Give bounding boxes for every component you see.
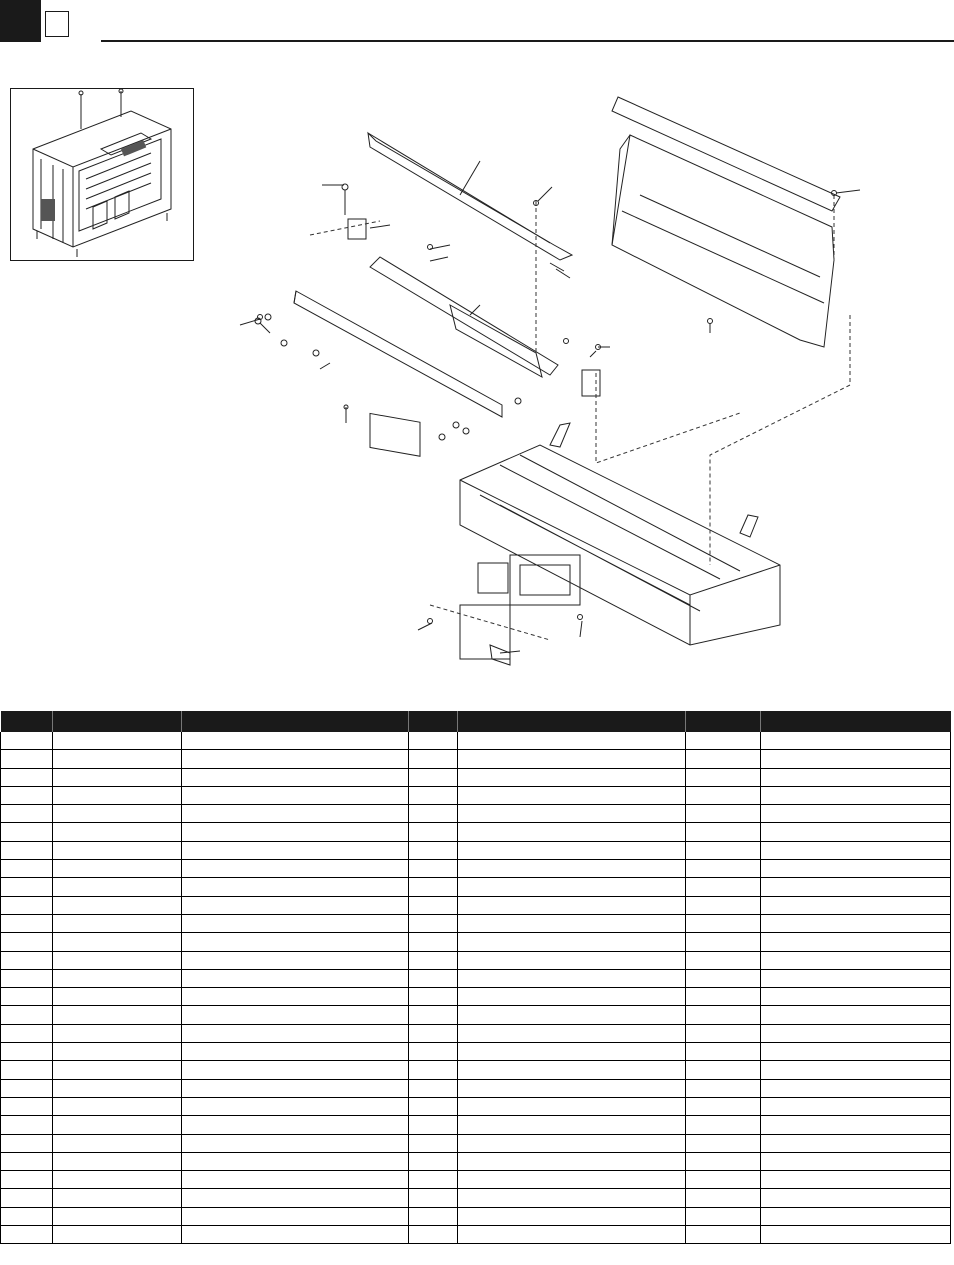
parts-list-table — [0, 711, 951, 1244]
table-cell — [686, 878, 761, 896]
table-cell — [458, 896, 686, 914]
table-cell — [761, 860, 951, 878]
table-cell — [686, 896, 761, 914]
table-cell — [409, 860, 458, 878]
table-cell — [1, 878, 53, 896]
table-cell — [409, 1189, 458, 1207]
column-header — [409, 711, 458, 732]
table-cell — [458, 841, 686, 859]
table-cell — [182, 768, 409, 786]
table-row — [1, 951, 951, 969]
table-row — [1, 1079, 951, 1097]
table-cell — [182, 1152, 409, 1170]
table-cell — [182, 1171, 409, 1189]
table-cell — [182, 1079, 409, 1097]
table-cell — [761, 1043, 951, 1061]
table-cell — [409, 1079, 458, 1097]
table-row — [1, 732, 951, 750]
connector-plate — [370, 413, 420, 456]
table-cell — [409, 896, 458, 914]
table-cell — [53, 1171, 182, 1189]
table-cell — [761, 951, 951, 969]
table-cell — [182, 1061, 409, 1079]
table-cell — [458, 914, 686, 932]
table-cell — [53, 823, 182, 841]
guide-plate — [450, 305, 542, 377]
table-cell — [458, 1097, 686, 1115]
table-cell — [182, 841, 409, 859]
table-row — [1, 1226, 951, 1244]
table-cell — [182, 750, 409, 768]
table-cell — [686, 860, 761, 878]
table-cell — [458, 1006, 686, 1024]
table-cell — [1, 1226, 53, 1244]
table-cell — [409, 988, 458, 1006]
table-cell — [1, 988, 53, 1006]
right-side-panel — [612, 135, 834, 347]
table-cell — [458, 1043, 686, 1061]
table-cell — [53, 988, 182, 1006]
table-row — [1, 969, 951, 987]
column-header — [182, 711, 409, 732]
header-rule — [101, 40, 954, 42]
table-cell — [1, 768, 53, 786]
table-row — [1, 750, 951, 768]
column-header — [458, 711, 686, 732]
table-cell — [182, 786, 409, 804]
table-cell — [686, 805, 761, 823]
table-cell — [1, 951, 53, 969]
table-cell — [409, 914, 458, 932]
table-cell — [1, 1061, 53, 1079]
table-cell — [458, 1116, 686, 1134]
table-cell — [1, 823, 53, 841]
table-cell — [53, 1079, 182, 1097]
table-cell — [1, 914, 53, 932]
table-cell — [53, 933, 182, 951]
table-cell — [53, 768, 182, 786]
table-cell — [409, 969, 458, 987]
table-row — [1, 1207, 951, 1225]
table-row — [1, 1024, 951, 1042]
table-cell — [409, 1116, 458, 1134]
table-cell — [458, 732, 686, 750]
table-cell — [1, 805, 53, 823]
table-cell — [686, 1006, 761, 1024]
table-cell — [409, 1024, 458, 1042]
block-right — [582, 370, 600, 396]
table-row — [1, 841, 951, 859]
table-cell — [686, 732, 761, 750]
table-cell — [761, 1024, 951, 1042]
table-cell — [409, 1171, 458, 1189]
parts-table-body — [1, 732, 951, 1244]
table-cell — [458, 951, 686, 969]
table-cell — [182, 860, 409, 878]
table-cell — [686, 914, 761, 932]
table-cell — [53, 1134, 182, 1152]
table-cell — [53, 732, 182, 750]
table-cell — [182, 732, 409, 750]
table-cell — [53, 860, 182, 878]
table-row — [1, 1152, 951, 1170]
table-row — [1, 823, 951, 841]
table-cell — [761, 1006, 951, 1024]
table-cell — [182, 1006, 409, 1024]
table-cell — [182, 878, 409, 896]
table-cell — [182, 1226, 409, 1244]
table-cell — [686, 1152, 761, 1170]
table-cell — [53, 1006, 182, 1024]
table-cell — [182, 1207, 409, 1225]
table-cell — [761, 823, 951, 841]
table-cell — [686, 988, 761, 1006]
table-cell — [458, 1207, 686, 1225]
table-cell — [761, 1189, 951, 1207]
table-cell — [53, 1207, 182, 1225]
table-cell — [761, 1116, 951, 1134]
table-cell — [409, 1152, 458, 1170]
table-cell — [409, 878, 458, 896]
table-cell — [458, 933, 686, 951]
table-row — [1, 1134, 951, 1152]
table-cell — [53, 1116, 182, 1134]
table-cell — [409, 841, 458, 859]
table-cell — [1, 1024, 53, 1042]
table-row — [1, 805, 951, 823]
table-cell — [458, 1061, 686, 1079]
table-cell — [1, 1152, 53, 1170]
bracket-plate — [460, 605, 510, 659]
table-cell — [1, 1171, 53, 1189]
table-cell — [761, 988, 951, 1006]
table-cell — [686, 1024, 761, 1042]
table-cell — [761, 805, 951, 823]
table-cell — [53, 878, 182, 896]
table-cell — [409, 1061, 458, 1079]
table-cell — [53, 1189, 182, 1207]
table-cell — [1, 732, 53, 750]
table-cell — [182, 988, 409, 1006]
table-cell — [761, 1171, 951, 1189]
table-cell — [761, 896, 951, 914]
table-cell — [409, 750, 458, 768]
table-cell — [761, 1152, 951, 1170]
table-cell — [1, 860, 53, 878]
table-cell — [686, 768, 761, 786]
table-cell — [686, 1079, 761, 1097]
table-row — [1, 768, 951, 786]
table-cell — [53, 1043, 182, 1061]
table-cell — [761, 841, 951, 859]
table-cell — [53, 896, 182, 914]
table-cell — [53, 1226, 182, 1244]
table-row — [1, 860, 951, 878]
table-cell — [761, 933, 951, 951]
table-row — [1, 1171, 951, 1189]
column-header — [761, 711, 951, 732]
table-cell — [53, 786, 182, 804]
table-row — [1, 1097, 951, 1115]
table-row — [1, 914, 951, 932]
base-frame — [460, 445, 780, 645]
table-cell — [409, 823, 458, 841]
table-cell — [1, 1006, 53, 1024]
table-cell — [182, 951, 409, 969]
table-cell — [686, 1226, 761, 1244]
exploded-view-drawing — [220, 85, 954, 675]
exploded-parts-diagram — [220, 85, 954, 675]
table-cell — [458, 860, 686, 878]
table-cell — [686, 1134, 761, 1152]
table-cell — [761, 750, 951, 768]
table-cell — [182, 914, 409, 932]
table-cell — [761, 1097, 951, 1115]
table-cell — [458, 1024, 686, 1042]
table-cell — [458, 786, 686, 804]
table-cell — [1, 1097, 53, 1115]
table-cell — [686, 969, 761, 987]
table-cell — [458, 988, 686, 1006]
table-cell — [761, 1226, 951, 1244]
right-top-cover — [612, 97, 840, 211]
table-row — [1, 786, 951, 804]
column-header — [1, 711, 53, 732]
table-cell — [686, 786, 761, 804]
table-row — [1, 896, 951, 914]
table-cell — [182, 1189, 409, 1207]
table-cell — [409, 1226, 458, 1244]
table-cell — [1, 750, 53, 768]
table-cell — [53, 1097, 182, 1115]
table-cell — [182, 1116, 409, 1134]
table-cell — [1, 1189, 53, 1207]
table-cell — [458, 1226, 686, 1244]
table-cell — [686, 1116, 761, 1134]
table-cell — [458, 1079, 686, 1097]
section-tab-block — [0, 0, 41, 42]
table-cell — [458, 823, 686, 841]
table-cell — [182, 1134, 409, 1152]
table-cell — [686, 951, 761, 969]
table-cell — [182, 1097, 409, 1115]
table-cell — [53, 841, 182, 859]
table-cell — [761, 1079, 951, 1097]
table-cell — [686, 1207, 761, 1225]
table-cell — [686, 1043, 761, 1061]
table-cell — [409, 1097, 458, 1115]
table-row — [1, 878, 951, 896]
section-number-box — [45, 11, 69, 37]
table-cell — [53, 1024, 182, 1042]
table-cell — [458, 750, 686, 768]
table-cell — [686, 1171, 761, 1189]
table-cell — [182, 1024, 409, 1042]
table-cell — [458, 969, 686, 987]
table-cell — [182, 896, 409, 914]
table-row — [1, 1006, 951, 1024]
table-cell — [182, 969, 409, 987]
table-row — [1, 1116, 951, 1134]
table-cell — [409, 786, 458, 804]
table-cell — [761, 914, 951, 932]
table-cell — [53, 951, 182, 969]
table-row — [1, 1061, 951, 1079]
table-cell — [1, 841, 53, 859]
table-cell — [458, 1171, 686, 1189]
table-cell — [761, 969, 951, 987]
table-cell — [1, 896, 53, 914]
column-header — [686, 711, 761, 732]
machine-location-inset — [10, 88, 194, 261]
table-cell — [1, 1043, 53, 1061]
table-cell — [761, 1207, 951, 1225]
table-cell — [686, 841, 761, 859]
table-row — [1, 988, 951, 1006]
table-cell — [761, 1134, 951, 1152]
table-cell — [761, 732, 951, 750]
table-cell — [761, 1061, 951, 1079]
table-cell — [409, 1207, 458, 1225]
table-cell — [409, 933, 458, 951]
rail-upper — [370, 257, 558, 375]
table-cell — [458, 1134, 686, 1152]
table-cell — [458, 805, 686, 823]
table-cell — [761, 878, 951, 896]
table-cell — [53, 805, 182, 823]
table-cell — [409, 732, 458, 750]
table-cell — [458, 1152, 686, 1170]
table-row — [1, 1189, 951, 1207]
table-cell — [1, 1116, 53, 1134]
table-cell — [409, 1006, 458, 1024]
table-cell — [686, 1061, 761, 1079]
table-cell — [53, 1152, 182, 1170]
machine-overview-illustration — [11, 89, 193, 260]
table-cell — [686, 1097, 761, 1115]
table-cell — [409, 768, 458, 786]
table-cell — [409, 1134, 458, 1152]
table-cell — [1, 1134, 53, 1152]
table-cell — [1, 933, 53, 951]
table-cell — [409, 805, 458, 823]
table-cell — [1, 786, 53, 804]
table-row — [1, 933, 951, 951]
table-cell — [686, 750, 761, 768]
table-cell — [182, 1043, 409, 1061]
table-cell — [1, 1207, 53, 1225]
table-cell — [1, 969, 53, 987]
table-cell — [409, 951, 458, 969]
table-cell — [686, 823, 761, 841]
table-cell — [761, 768, 951, 786]
table-cell — [686, 1189, 761, 1207]
valve-unit — [478, 563, 508, 593]
table-cell — [458, 1189, 686, 1207]
table-cell — [182, 823, 409, 841]
block-left — [348, 219, 366, 239]
table-cell — [53, 914, 182, 932]
table-cell — [53, 750, 182, 768]
table-cell — [53, 969, 182, 987]
table-cell — [1, 1079, 53, 1097]
table-cell — [458, 768, 686, 786]
table-cell — [686, 933, 761, 951]
table-cell — [761, 786, 951, 804]
table-row — [1, 1043, 951, 1061]
table-cell — [182, 933, 409, 951]
table-header-row — [1, 711, 951, 732]
column-header — [53, 711, 182, 732]
table-cell — [53, 1061, 182, 1079]
side-bar — [294, 291, 502, 417]
table-cell — [458, 878, 686, 896]
table-cell — [182, 805, 409, 823]
table-cell — [409, 1043, 458, 1061]
